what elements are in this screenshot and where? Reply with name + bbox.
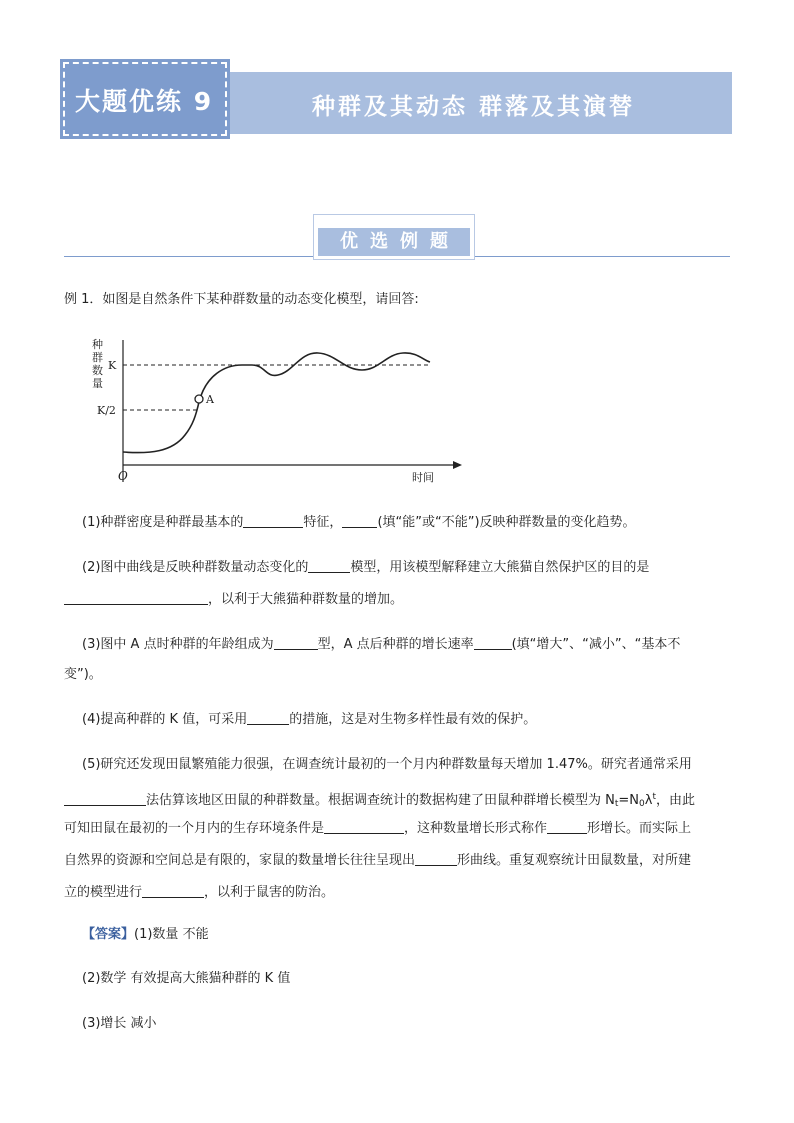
q5-text-e2: ，以利于鼠害的防治。 (204, 885, 335, 900)
population-curve (123, 353, 430, 453)
page-title: 种群及其动态 群落及其演替 (312, 93, 636, 120)
section-heading (318, 228, 470, 256)
q2-text-b: 模型，用该模型解释建立大熊猫自然保护区的目的是 (350, 560, 650, 575)
q1-blank-2[interactable] (342, 514, 377, 528)
q2-text-a: (2)图中曲线是反映种群数量动态变化的 (82, 560, 309, 575)
question-3-line-2: 变”)。 (64, 667, 102, 682)
k-label: K (108, 359, 117, 372)
q5-text-c: 可知田鼠在最初的一个月内的生存环境条件是 (64, 821, 325, 836)
k2-label: K/2 (97, 404, 116, 417)
formula-zero-sub: 0 (639, 799, 645, 809)
q2-text-c: ，以利于大熊猫种群数量的增加。 (208, 592, 404, 607)
question-5-line-1: (5)研究还发现田鼠繁殖能力很强，在调查统计最初的一个月内种群数量每天增加 1.47%。研究者通常采用 (82, 757, 692, 772)
q5-text-c2: ，这种数量增长形式称作 (404, 821, 548, 836)
q1-text-c: (填“能”或“不能”)反映种群数量的变化趋势。 (377, 515, 636, 530)
q3-text-a: (3)图中 A 点时种群的年龄组成为 (82, 637, 274, 652)
formula-t-sup: t (652, 792, 656, 802)
section-heading-text: 优选例题 (340, 231, 460, 252)
q5-text-b2: ，由此 (656, 793, 696, 808)
q3-blank-2[interactable] (474, 636, 512, 650)
q1-text-a: (1)种群密度是种群最基本的 (82, 515, 244, 530)
q5-text-c3: 形增长。而实际上 (587, 821, 692, 836)
answer-line-2: (2)数学 有效提高大熊猫种群的 K 值 (82, 971, 291, 986)
q4-text-b: 的措施，这是对生物多样性最有效的保护。 (289, 712, 537, 727)
q5-blank-5[interactable] (142, 884, 204, 898)
q3-text-b: 型，A 点后种群的增长速率 (317, 637, 474, 652)
point-a-label: A (206, 393, 214, 406)
q3-blank-1[interactable] (274, 636, 318, 650)
growth-formula (605, 793, 656, 808)
question-2-line-1 (82, 559, 649, 577)
question-1 (82, 514, 636, 532)
formula-n: N (605, 793, 615, 808)
answer-tag: 【答案】 (82, 927, 135, 942)
q1-blank-1[interactable] (243, 514, 303, 528)
example-intro: 例 1．如图是自然条件下某种群数量的动态变化模型，请回答: (64, 292, 419, 307)
formula-lambda: λ (644, 793, 653, 808)
question-5-line-5 (64, 884, 334, 902)
x-axis-arrow (453, 461, 462, 469)
q3-text-c: (填“增大”、“减小”、“基本不 (511, 637, 681, 652)
question-4 (82, 711, 536, 729)
question-3-line-1 (82, 636, 680, 654)
q4-text-a: (4)提高种群的 K 值，可采用 (82, 712, 248, 727)
header-badge (63, 62, 227, 136)
q4-blank-1[interactable] (247, 711, 289, 725)
q5-blank-2[interactable] (324, 820, 404, 834)
header-badge-text: 大题优练 9 (75, 87, 214, 116)
origin-label: O (118, 469, 128, 483)
answer-1: (1)数量 不能 (134, 927, 209, 942)
question-2-line-2 (64, 591, 403, 609)
q2-blank-2[interactable] (64, 591, 208, 605)
q5-text-e: 立的模型进行 (64, 885, 143, 900)
formula-eq: =N (618, 793, 640, 808)
answer-line-1 (82, 926, 209, 944)
q5-text-d: 自然界的资源和空间总是有限的，家鼠的数量增长往往呈现出 (64, 853, 416, 868)
answer-line-3: (3)增长 减小 (82, 1016, 157, 1031)
question-5-line-2 (64, 788, 695, 813)
y-label-4: 量 (92, 377, 103, 390)
q2-blank-1[interactable] (308, 559, 350, 573)
q5-text-b: 法估算该地区田鼠的种群数量。根据调查统计的数据构建了田鼠种群增长模型为 (146, 793, 606, 808)
q5-blank-4[interactable] (415, 852, 457, 866)
y-label-1: 种 (92, 338, 103, 351)
y-label-3: 数 (92, 364, 103, 377)
y-label-2: 群 (92, 351, 103, 364)
point-a-marker (195, 395, 203, 403)
q5-blank-3[interactable] (547, 820, 587, 834)
question-5-line-3 (64, 820, 691, 838)
q1-text-b: 特征， (303, 515, 343, 530)
question-5-line-4 (64, 852, 691, 870)
formula-t-sub: t (614, 799, 619, 809)
q5-blank-1[interactable] (64, 792, 146, 806)
x-label: 时间 (412, 471, 434, 484)
q5-text-d2: 形曲线。重复观察统计田鼠数量，对所建 (457, 853, 692, 868)
population-growth-figure (60, 330, 480, 490)
